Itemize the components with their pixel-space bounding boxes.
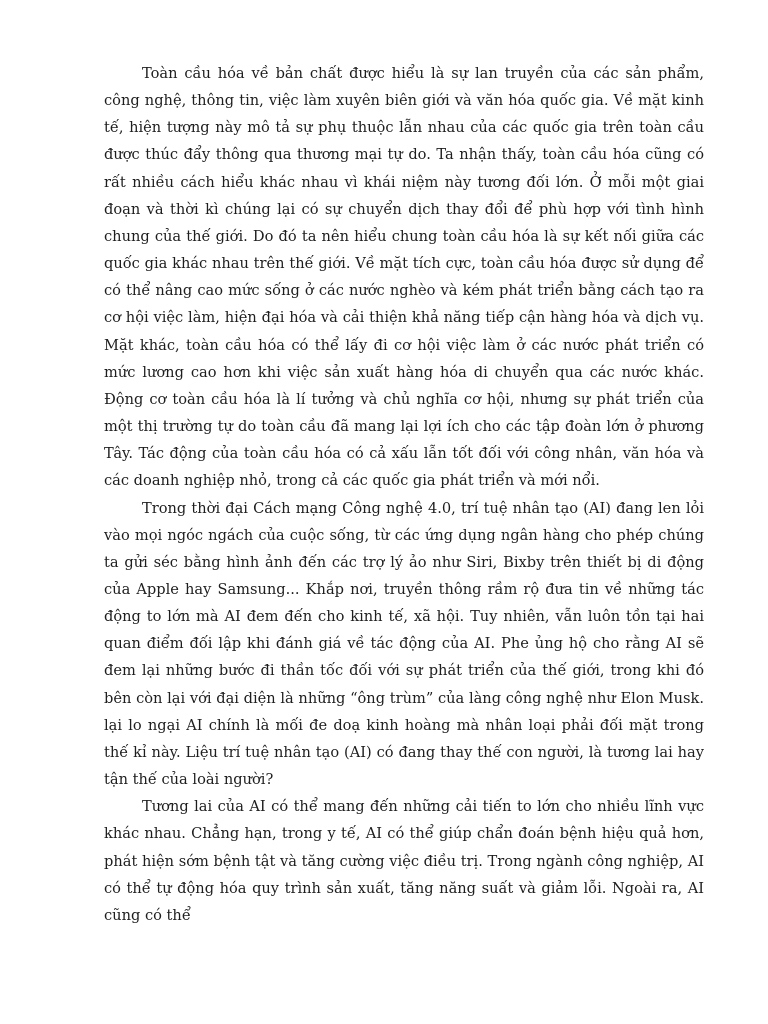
paragraph-globalization: Toàn cầu hóa về bản chất được hiểu là sự lan truyền của các sản phẩm, công nghệ, thông tin, việc làm xuyên biên giới và văn hóa quốc gia. Về mặt kinh tế, hiện tượng này mô tả sự phụ thuộc lẫn nhau của các quốc gia trên toàn cầu được thúc đẩy thông qua thương mại tự do. Ta nhận thấy, toàn cầu hóa cũng có rất nhiều cách hiểu khác nhau vì khái niệm này tương đối lớn. Ở mỗi một giai đoạn và thời kì chúng lại có sự chuyển dịch thay đổi để phù hợp với tình hình chung của thế giới. Do đó ta nên hiểu chung toàn cầu hóa là sự kết nối giữa các quốc gia khác nhau trên thế giới. Về mặt tích cực, toàn cầu hóa được sử dụng để có thể nâng cao mức sống ở các nước nghèo và kém phát triển bằng cách tạo ra cơ hội việc làm, hiện đại hóa và cải thiện khả năng tiếp cận hàng hóa và dịch vụ. Mặt khác, toàn cầu hóa có thể lấy đi cơ hội việc làm ở các nước phát triển có mức lương cao hơn khi việc sản xuất hàng hóa di chuyển qua các nước khác. Động cơ toàn cầu hóa là lí tưởng và chủ nghĩa cơ hội, nhưng sự phát triển của một thị trường tự do toàn cầu đã mang lại lợi ích cho các tập đoàn lớn ở phương Tây. Tác động của toàn cầu hóa có cả xấu lẫn tốt đối với công nhân, văn hóa và các doanh nghiệp nhỏ, trong cả các quốc gia phát triển và mới nổi. <box>104 65 704 490</box>
paragraph-ai-future: Tương lai của AI có thể mang đến những cải tiến to lớn cho nhiều lĩnh vực khác nhau. Chẳng hạn, trong y tế, AI có thể giúp chẩn đoán bệnh hiệu quả hơn, phát hiện sớm bệnh tật và tăng cường việc điều trị. Trong ngành công nghiệp, AI có thể tự động hóa quy trình sản xuất, tăng năng suất và giảm lỗi. Ngoài ra, AI cũng có thể <box>104 798 704 924</box>
paragraph-ai-debate: Trong thời đại Cách mạng Công nghệ 4.0, trí tuệ nhân tạo (AI) đang len lỏi vào mọi ngóc ngách của cuộc sống, từ các ứng dụng ngân hàng cho phép chúng ta gửi séc bằng hình ảnh đến các trợ lý ảo như Siri, Bixby trên thiết bị di động của Apple hay Samsung... Khắp nơi, truyền thông rầm rộ đưa tin về những tác động to lớn mà AI đem đến cho kinh tế, xã hội. Tuy nhiên, vẫn luôn tồn tại hai quan điểm đối lập khi đánh giá về tác động của AI. Phe ủng hộ cho rằng AI sẽ đem lại những bước đi thần tốc đối với sự phát triển của thế giới, trong khi đó bên còn lại với đại diện là những “ông trùm” của làng công nghệ như Elon Musk. lại lo ngại AI chính là mối đe doạ kinh hoàng mà nhân loại phải đối mặt trong thế kỉ này. Liệu trí tuệ nhân tạo (AI) có đang thay thế con người, là tương lai hay tận thế của loài người? <box>104 499 704 789</box>
document-body <box>104 60 704 929</box>
